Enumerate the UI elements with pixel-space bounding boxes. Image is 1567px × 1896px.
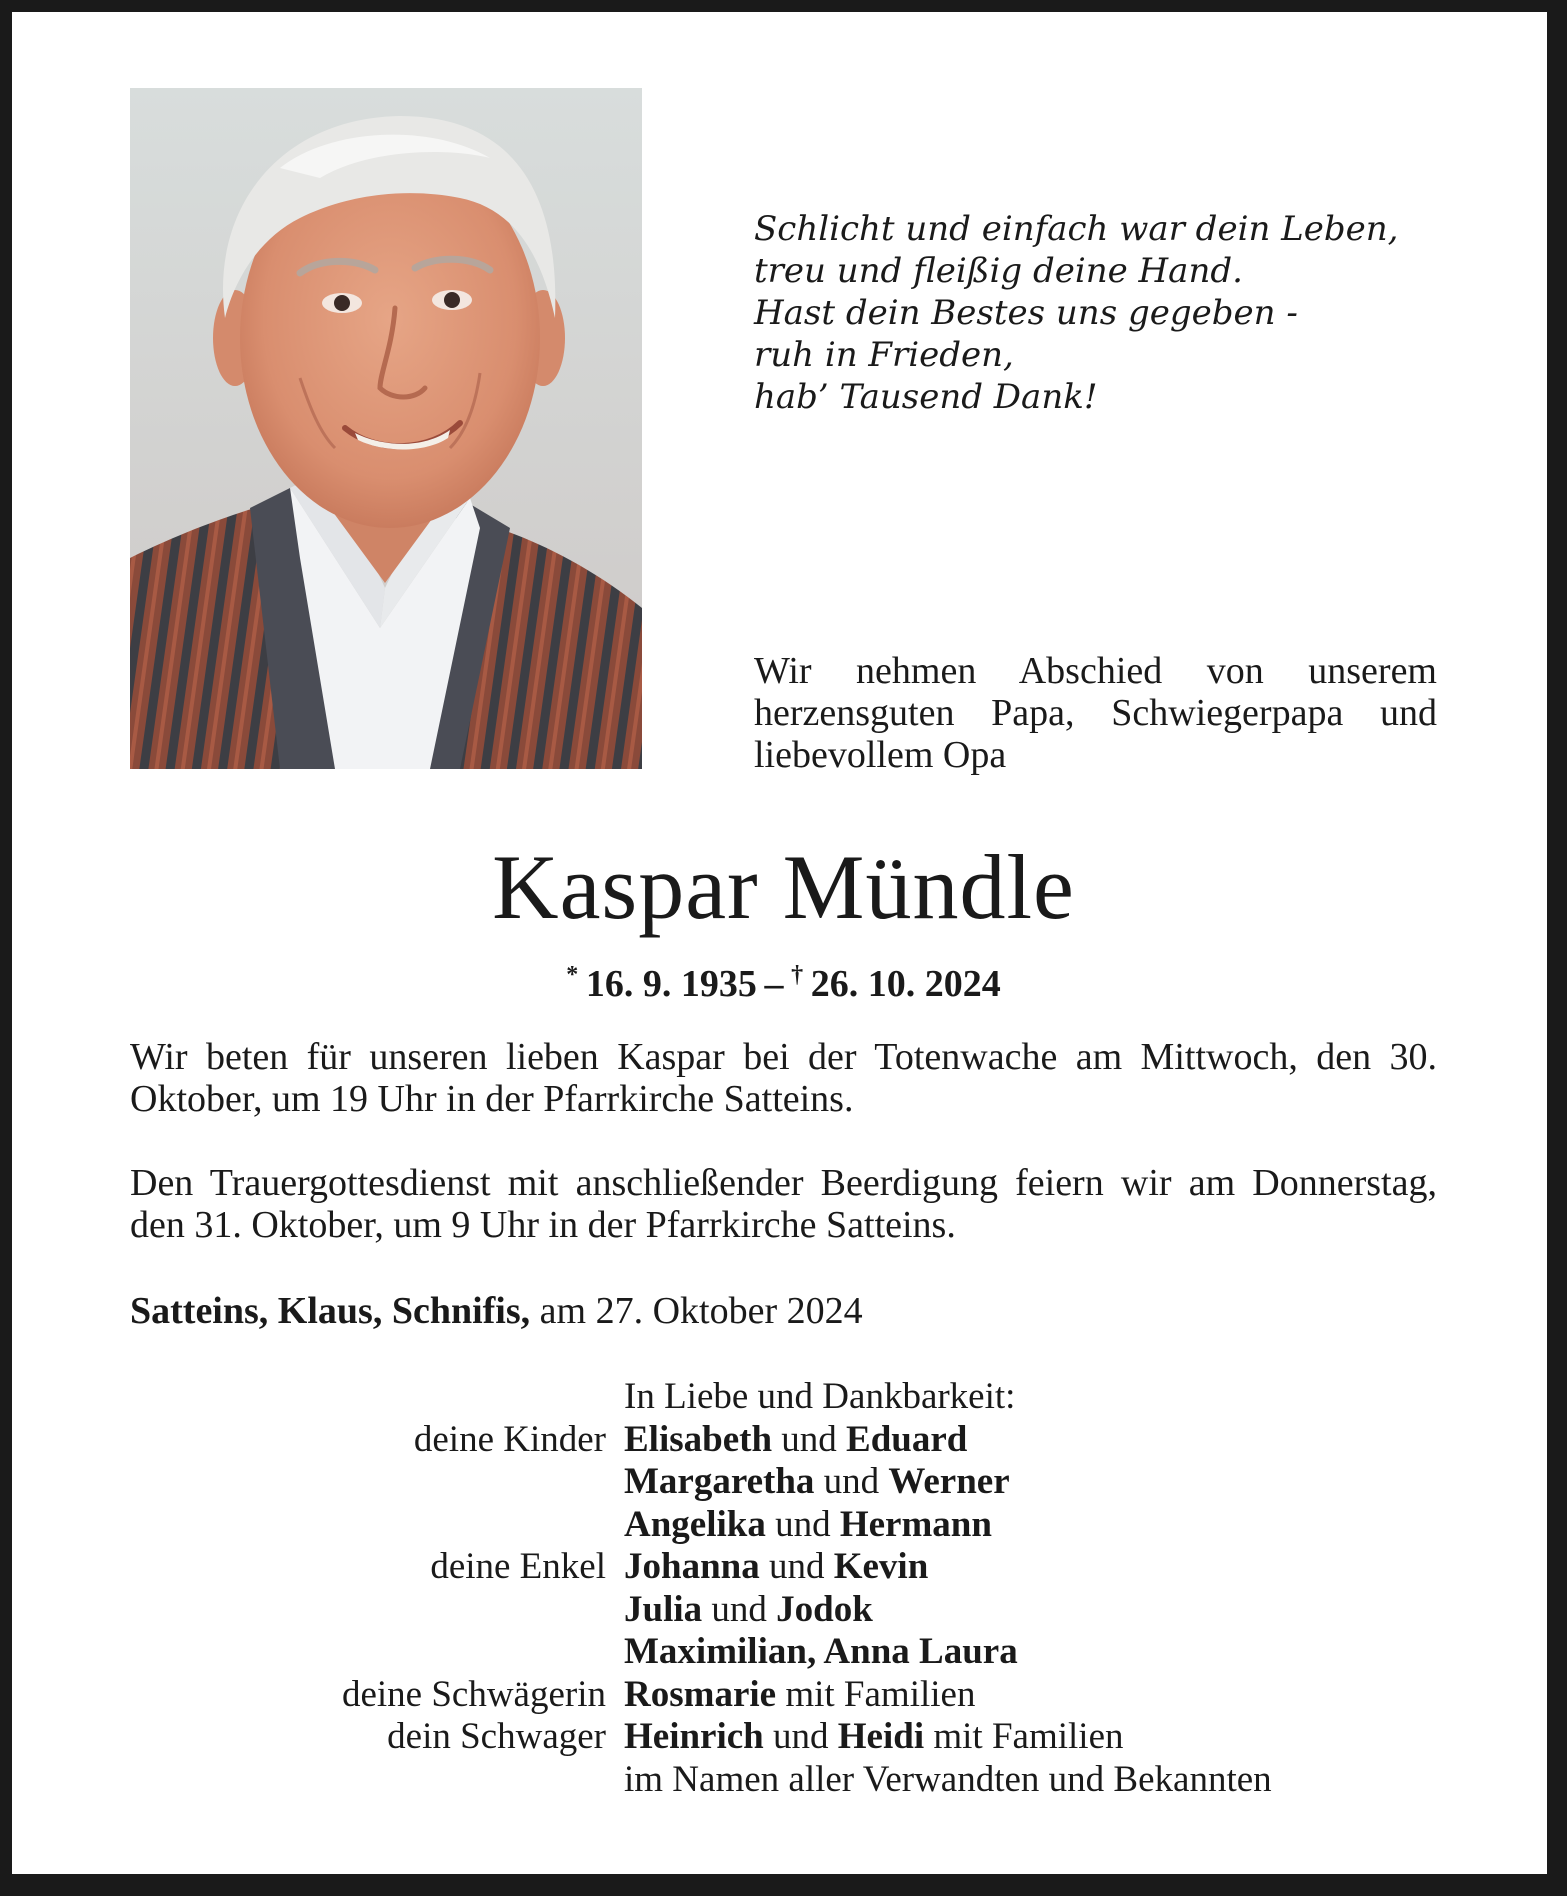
family-row	[130, 1589, 1437, 1632]
family-row	[130, 1419, 1437, 1462]
family-member-name: Maximilian, Anna Laura	[624, 1631, 1018, 1672]
family-connector: mit Familien	[924, 1716, 1124, 1757]
family-relation	[130, 1504, 624, 1547]
poem-line: Schlicht und einfach war dein Leben,	[754, 209, 1399, 249]
places: Satteins, Klaus, Schnifis,	[130, 1290, 531, 1332]
family-relation: deine Schwägerin	[341, 1673, 606, 1715]
wake-paragraph: Wir beten für unseren lieben Kaspar bei der Totenwache am Mittwoch, den 30. Oktober, um 19 Uhr in der Pfarrkirche Satteins.	[130, 1036, 1437, 1120]
birth-date: 16. 9. 1935	[585, 963, 757, 1005]
family-names	[624, 1759, 1272, 1802]
family-names	[624, 1589, 873, 1632]
family-names	[624, 1716, 1124, 1759]
memorial-poem	[754, 208, 1474, 418]
poem-line: treu und fleißig deine Hand.	[754, 251, 1243, 291]
date-separator: –	[764, 963, 784, 1005]
family-row	[130, 1759, 1437, 1802]
family-intro: In Liebe und Dankbarkeit:	[624, 1376, 1016, 1417]
family-relation	[130, 1589, 624, 1632]
life-dates	[0, 952, 1567, 1007]
poem-line: hab’ Tausend Dank!	[754, 377, 1098, 417]
family-connector: im Namen aller Verwandten und Bekannten	[624, 1758, 1272, 1800]
family-list	[130, 1376, 1437, 1801]
family-row	[130, 1504, 1437, 1547]
family-rows	[130, 1419, 1437, 1802]
family-member-name: Hermann	[839, 1503, 992, 1545]
announcement-date: am 27. Oktober 2024	[539, 1290, 863, 1332]
family-connector: und	[765, 1503, 840, 1545]
family-relation: dein Schwager	[387, 1716, 606, 1757]
family-relation	[130, 1631, 624, 1674]
family-row	[130, 1674, 1437, 1717]
family-connector: und	[759, 1546, 834, 1587]
birth-symbol: *	[566, 962, 579, 988]
family-names	[624, 1504, 992, 1547]
poem-line: Hast dein Bestes uns gegeben -	[754, 293, 1298, 333]
family-connector: und	[814, 1461, 889, 1502]
family-connector: und	[763, 1716, 838, 1757]
family-member-name: Elisabeth	[624, 1418, 773, 1460]
family-member-name: Julia	[624, 1588, 703, 1630]
family-member-name: Heidi	[837, 1716, 925, 1757]
family-member-name: Margaretha	[624, 1461, 815, 1502]
family-names	[624, 1631, 1018, 1674]
family-relation: deine Enkel	[430, 1546, 606, 1587]
family-connector: und	[772, 1418, 847, 1460]
family-member-name: Kevin	[833, 1546, 929, 1587]
family-intro-row	[130, 1376, 1437, 1419]
family-names	[624, 1674, 975, 1717]
family-member-name: Rosmarie	[624, 1673, 777, 1715]
death-date: 26. 10. 2024	[810, 963, 1001, 1005]
deceased-name: Kaspar Mündle	[492, 836, 1075, 938]
farewell-text: Wir nehmen Abschied von unserem herzensguten Papa, Schwiegerpapa und liebevollem Opa	[754, 650, 1437, 776]
family-names	[624, 1461, 1010, 1504]
family-relation	[130, 1461, 624, 1504]
family-row	[130, 1546, 1437, 1589]
family-connector: und	[702, 1588, 777, 1630]
family-member-name: Johanna	[624, 1546, 760, 1587]
family-names	[624, 1546, 928, 1589]
family-member-name: Werner	[888, 1461, 1010, 1502]
family-member-name: Heinrich	[624, 1716, 764, 1757]
funeral-paragraph: Den Trauergottesdienst mit anschließender Beerdigung feiern wir am Donnerstag, den 31. Oktober, um 9 Uhr in der Pfarrkirche Satteins.	[130, 1162, 1437, 1246]
family-names	[624, 1419, 967, 1462]
family-row	[130, 1631, 1437, 1674]
family-member-name: Eduard	[846, 1418, 968, 1460]
family-row	[130, 1461, 1437, 1504]
family-row	[130, 1716, 1437, 1759]
portrait-photo	[130, 88, 642, 769]
family-connector: mit Familien	[776, 1673, 976, 1715]
family-relation	[130, 1759, 624, 1802]
place-date-line	[130, 1290, 863, 1332]
death-symbol: †	[791, 962, 804, 988]
poem-line: ruh in Frieden,	[754, 335, 1014, 375]
family-relation: deine Kinder	[413, 1418, 606, 1460]
family-member-name: Jodok	[776, 1588, 873, 1630]
family-member-name: Angelika	[624, 1503, 766, 1545]
